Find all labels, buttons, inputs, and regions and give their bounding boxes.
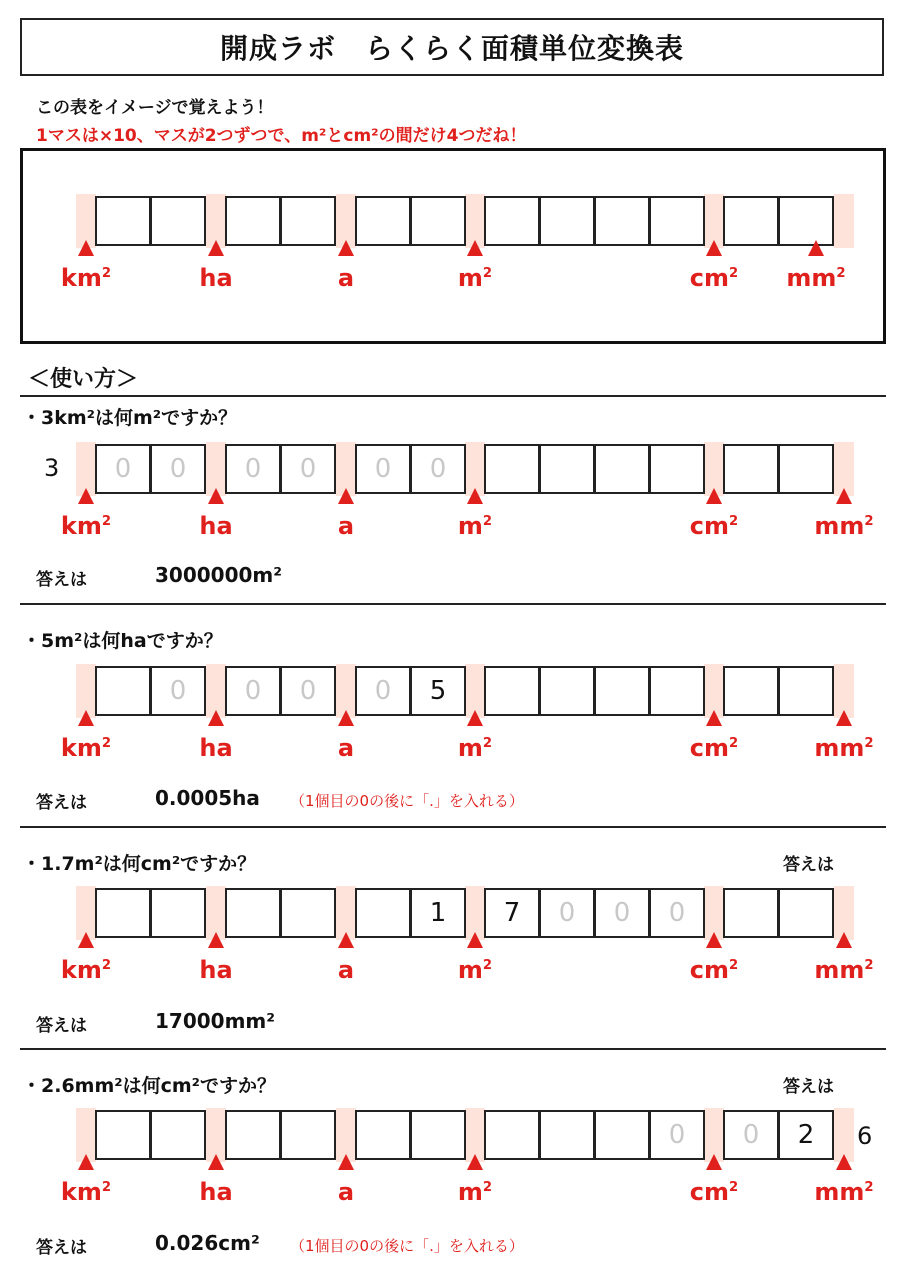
digit-cell: 0 — [723, 1110, 779, 1160]
unit-label-a: a — [337, 734, 355, 762]
digit-cell: 1 — [410, 888, 466, 938]
divider — [20, 603, 886, 605]
digit-cell: 0 — [649, 1110, 705, 1160]
unit-label-mm: $mm^2$ — [786, 264, 846, 292]
digit-cell — [484, 444, 540, 494]
digit-cell — [723, 196, 779, 246]
digit-cell — [484, 666, 540, 716]
digit-cell — [723, 666, 779, 716]
digit-cell — [594, 444, 650, 494]
digit-cell — [649, 666, 705, 716]
unit-label-m: $m^2$ — [457, 956, 493, 984]
intro-line-1: この表をイメージで覚えよう！ — [36, 98, 274, 118]
unit-label-km: $km^2$ — [60, 734, 112, 762]
triangle-marker-icon — [78, 710, 94, 726]
triangle-marker-icon — [836, 1154, 852, 1170]
digit-cell — [649, 196, 705, 246]
triangle-marker-icon — [338, 932, 354, 948]
unit-label-km: $km^2$ — [60, 956, 112, 984]
digit-cell — [410, 196, 466, 246]
answer-label-3: 答えは — [36, 1016, 87, 1036]
unit-label-m: $m^2$ — [457, 734, 493, 762]
digit-cell — [355, 1110, 411, 1160]
triangle-marker-icon — [338, 488, 354, 504]
answer-label-2: 答えは — [36, 793, 87, 813]
digit-cell: 0 — [95, 444, 151, 494]
digit-cell — [778, 196, 834, 246]
digit-cell: 2 — [778, 1110, 834, 1160]
question-2: ・5m²は何haですか？ — [22, 630, 223, 652]
digit-cell — [280, 888, 336, 938]
unit-label-m: $m^2$ — [457, 1178, 493, 1206]
digit-cell — [95, 196, 151, 246]
digit-cell — [539, 196, 595, 246]
triangle-marker-icon — [78, 1154, 94, 1170]
answer-value-2: 0.0005ha — [155, 786, 260, 810]
triangle-marker-icon — [836, 710, 852, 726]
digit-cell — [594, 196, 650, 246]
digit-cell — [539, 666, 595, 716]
digit-cell — [355, 196, 411, 246]
triangle-marker-icon — [467, 932, 483, 948]
page-title: 開成ラボ らくらく面積単位変換表 — [20, 18, 884, 76]
triangle-marker-icon — [467, 710, 483, 726]
digit-cell — [95, 1110, 151, 1160]
digit-cell: 0 — [410, 444, 466, 494]
triangle-marker-icon — [706, 488, 722, 504]
digit-cell — [150, 196, 206, 246]
answer-value-1: 3000000m² — [155, 563, 283, 587]
triangle-marker-icon — [836, 932, 852, 948]
digit-cell — [95, 888, 151, 938]
triangle-marker-icon — [706, 710, 722, 726]
triangle-marker-icon — [208, 488, 224, 504]
digit-cell: 0 — [225, 444, 281, 494]
digit-cell — [649, 444, 705, 494]
digit-cell: 5 — [410, 666, 466, 716]
digit-cell — [723, 444, 779, 494]
triangle-marker-icon — [338, 1154, 354, 1170]
question-4: ・2.6mm²は何cm²ですか？ — [22, 1075, 276, 1097]
unit-label-a: a — [337, 512, 355, 540]
triangle-marker-icon — [836, 488, 852, 504]
triangle-marker-icon — [78, 240, 94, 256]
unit-label-km: $km^2$ — [60, 1178, 112, 1206]
left-digit-1: 3 — [44, 454, 60, 482]
answer-note-4: （1個目の0の後に「.」を入れる） — [290, 1237, 524, 1255]
unit-label-ha: ha — [199, 512, 233, 540]
digit-cell — [778, 444, 834, 494]
digit-cell: 0 — [280, 444, 336, 494]
digit-cell — [778, 666, 834, 716]
unit-label-ha: ha — [199, 956, 233, 984]
triangle-marker-icon — [808, 240, 824, 256]
triangle-marker-icon — [706, 932, 722, 948]
digit-cell — [225, 888, 281, 938]
unit-label-m: $m^2$ — [457, 264, 493, 292]
digit-cell — [594, 666, 650, 716]
unit-label-cm: $cm^2$ — [689, 1178, 739, 1206]
divider — [20, 1048, 886, 1050]
unit-label-ha: ha — [199, 1178, 233, 1206]
unit-label-ha: ha — [199, 264, 233, 292]
triangle-marker-icon — [208, 932, 224, 948]
unit-label-cm: $cm^2$ — [689, 734, 739, 762]
triangle-marker-icon — [208, 1154, 224, 1170]
unit-label-cm: $cm^2$ — [689, 512, 739, 540]
digit-cell — [150, 888, 206, 938]
digit-cell — [355, 888, 411, 938]
unit-label-km: $km^2$ — [60, 264, 112, 292]
digit-cell: 0 — [280, 666, 336, 716]
divider — [20, 826, 886, 828]
digit-cell: 0 — [539, 888, 595, 938]
answer-label-4: 答えは — [36, 1238, 87, 1258]
unit-label-ha: ha — [199, 734, 233, 762]
unit-label-km: $km^2$ — [60, 512, 112, 540]
unit-label-mm: $mm^2$ — [814, 512, 874, 540]
digit-cell — [539, 1110, 595, 1160]
unit-label-a: a — [337, 264, 355, 292]
right-digit-4: 6 — [857, 1122, 873, 1150]
digit-cell: 0 — [355, 666, 411, 716]
triangle-marker-icon — [78, 488, 94, 504]
triangle-marker-icon — [467, 1154, 483, 1170]
triangle-marker-icon — [467, 240, 483, 256]
digit-cell — [778, 888, 834, 938]
digit-cell: 0 — [150, 666, 206, 716]
digit-cell — [539, 444, 595, 494]
unit-label-mm: $mm^2$ — [814, 734, 874, 762]
triangle-marker-icon — [208, 710, 224, 726]
digit-cell — [484, 1110, 540, 1160]
unit-label-cm: $cm^2$ — [689, 264, 739, 292]
digit-cell: 0 — [225, 666, 281, 716]
right-answer-label-4: 答えは — [783, 1077, 834, 1097]
triangle-marker-icon — [706, 240, 722, 256]
howto-heading: ＜使い方＞ — [28, 367, 139, 392]
digit-cell — [723, 888, 779, 938]
unit-label-mm: $mm^2$ — [814, 956, 874, 984]
triangle-marker-icon — [338, 710, 354, 726]
digit-cell — [280, 196, 336, 246]
answer-label-1: 答えは — [36, 570, 87, 590]
unit-label-m: $m^2$ — [457, 512, 493, 540]
digit-cell: 0 — [594, 888, 650, 938]
digit-cell — [225, 196, 281, 246]
triangle-marker-icon — [208, 240, 224, 256]
triangle-marker-icon — [78, 932, 94, 948]
intro-line-2: 1マスは×10、マスが2つずつで、m²とcm²の間だけ4つだね！ — [36, 126, 527, 146]
question-1: ・3km²は何m²ですか？ — [22, 407, 238, 429]
triangle-marker-icon — [467, 488, 483, 504]
digit-cell — [150, 1110, 206, 1160]
unit-separator — [834, 194, 854, 248]
question-3: ・1.7m²は何cm²ですか？ — [22, 853, 257, 875]
unit-label-a: a — [337, 956, 355, 984]
reference-table-box — [20, 148, 886, 344]
digit-cell: 0 — [150, 444, 206, 494]
answer-value-3: 17000mm² — [155, 1009, 276, 1033]
right-answer-label-3: 答えは — [783, 855, 834, 875]
digit-cell — [280, 1110, 336, 1160]
answer-note-2: （1個目の0の後に「.」を入れる） — [290, 792, 524, 810]
digit-cell — [95, 666, 151, 716]
digit-cell — [225, 1110, 281, 1160]
digit-cell — [410, 1110, 466, 1160]
digit-cell: 0 — [355, 444, 411, 494]
unit-label-mm: $mm^2$ — [814, 1178, 874, 1206]
digit-cell: 7 — [484, 888, 540, 938]
triangle-marker-icon — [338, 240, 354, 256]
answer-value-4: 0.026cm² — [155, 1231, 260, 1255]
digit-cell — [484, 196, 540, 246]
triangle-marker-icon — [706, 1154, 722, 1170]
unit-label-cm: $cm^2$ — [689, 956, 739, 984]
divider — [20, 395, 886, 397]
digit-cell: 0 — [649, 888, 705, 938]
digit-cell — [594, 1110, 650, 1160]
unit-label-a: a — [337, 1178, 355, 1206]
